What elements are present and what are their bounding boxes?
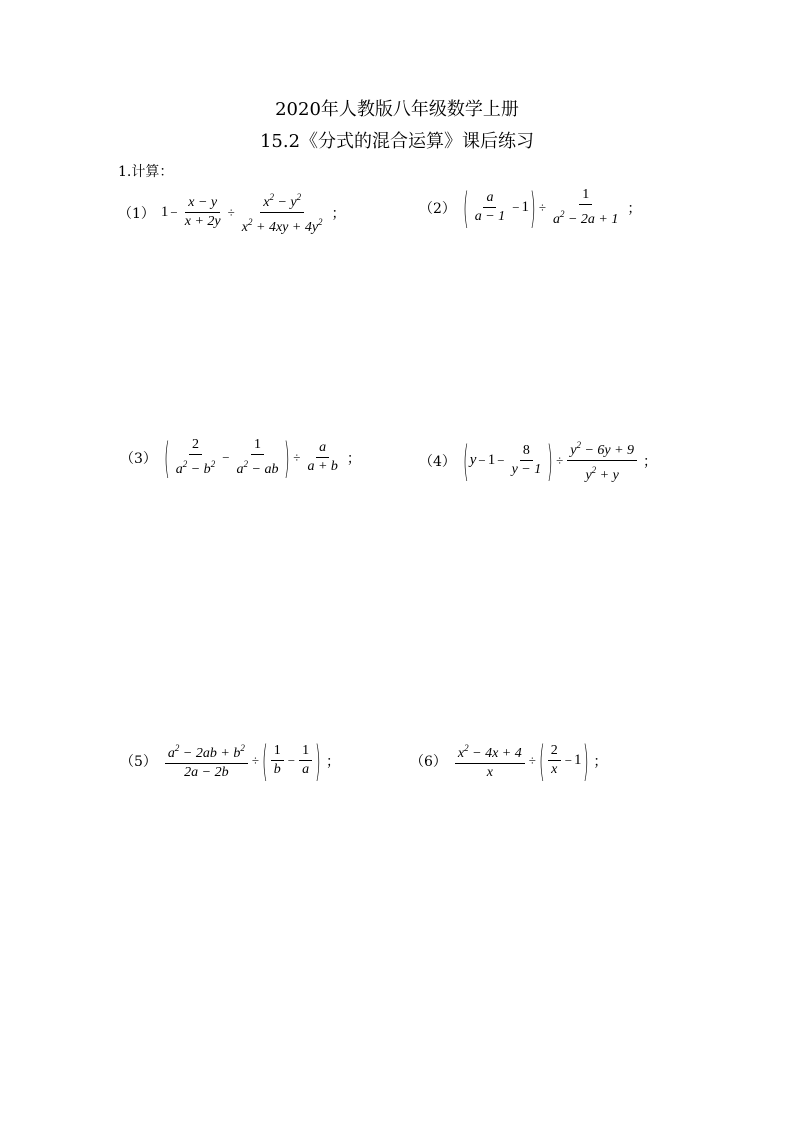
problem-5: （5） $\frac{a^2 - 2ab + b^2}{2a - 2b}$ ÷ ( $\frac{1}{b}$ − $\frac{1}{a}$ ) ； <box>120 735 340 786</box>
problem-2: （2） ( $\frac{a}{a - 1}$ − 1 ) ÷ $\frac{1}{a^2 - 2a + 1}$ ； <box>419 182 642 233</box>
fraction: $\frac{8}{y - 1}$ <box>511 443 542 477</box>
semicolon: ； <box>593 753 608 770</box>
expression: 1 <box>160 204 169 220</box>
fraction: $\frac{1}{a^2 - 2a + 1}$ <box>552 187 619 227</box>
problem-label: （2） <box>419 200 456 217</box>
semicolon: ； <box>643 453 658 470</box>
problem-3: （3） ( $\frac{2}{a^2 - b^2}$ − $\frac{1}{a^2 - ab}$ ) ÷ $\frac{a}{a + b}$ ； <box>120 432 361 483</box>
problem-4: （4） ( y − 1 − $\frac{8}{y - 1}$ ) ÷ $\frac{y^2 - 6y + 9}{y^2 + y}$ ； <box>419 435 658 486</box>
document-subtitle: 15.2《分式的混合运算》课后练习 <box>259 131 535 152</box>
semicolon: ； <box>627 200 642 217</box>
problem-label: （6） <box>410 753 447 770</box>
fraction: $\frac{y^2 - 6y + 9}{y^2 + y}$ <box>567 436 637 485</box>
fraction: $\frac{x^2 - 4x + 4}{x}$ <box>455 739 525 782</box>
fraction: $\frac{x^2 - y^2}{x^2 + 4xy + 4y^2}$ <box>239 188 326 237</box>
fraction: $\frac{x - y}{x + 2y}$ <box>184 195 221 229</box>
problem-6: （6） $\frac{x^2 - 4x + 4}{x}$ ÷ ( $\frac{2}{x}$ − 1 ) ； <box>410 735 608 786</box>
problem-label: （3） <box>120 450 157 467</box>
problem-1: （1） 1 − $\frac{x - y}{x + 2y}$ ÷ $\frac{x^2 - y^2}{x^2 + 4xy + 4y^2}$ ； <box>118 188 346 237</box>
semicolon: ； <box>331 205 346 222</box>
fraction: $\frac{a}{a + b}$ <box>307 440 338 474</box>
fraction: $\frac{1}{b}$ <box>271 742 284 779</box>
semicolon: ； <box>346 450 361 467</box>
fraction: $\frac{a}{a - 1}$ <box>474 190 506 224</box>
fraction: $\frac{1}{a^2 - ab}$ <box>236 437 279 477</box>
problem-label: （4） <box>419 453 456 470</box>
semicolon: ； <box>325 753 340 770</box>
fraction: $\frac{1}{a}$ <box>299 742 312 779</box>
instruction: 1.计算： <box>118 164 174 180</box>
document-title: 2020年人教版八年级数学上册 <box>275 99 519 120</box>
problem-label: （5） <box>120 753 157 770</box>
fraction: $\frac{2}{a^2 - b^2}$ <box>175 437 216 477</box>
fraction: $\frac{2}{x}$ <box>548 742 561 779</box>
fraction: $\frac{a^2 - 2ab + b^2}{2a - 2b}$ <box>165 739 248 782</box>
problem-label: （1） <box>118 205 155 222</box>
